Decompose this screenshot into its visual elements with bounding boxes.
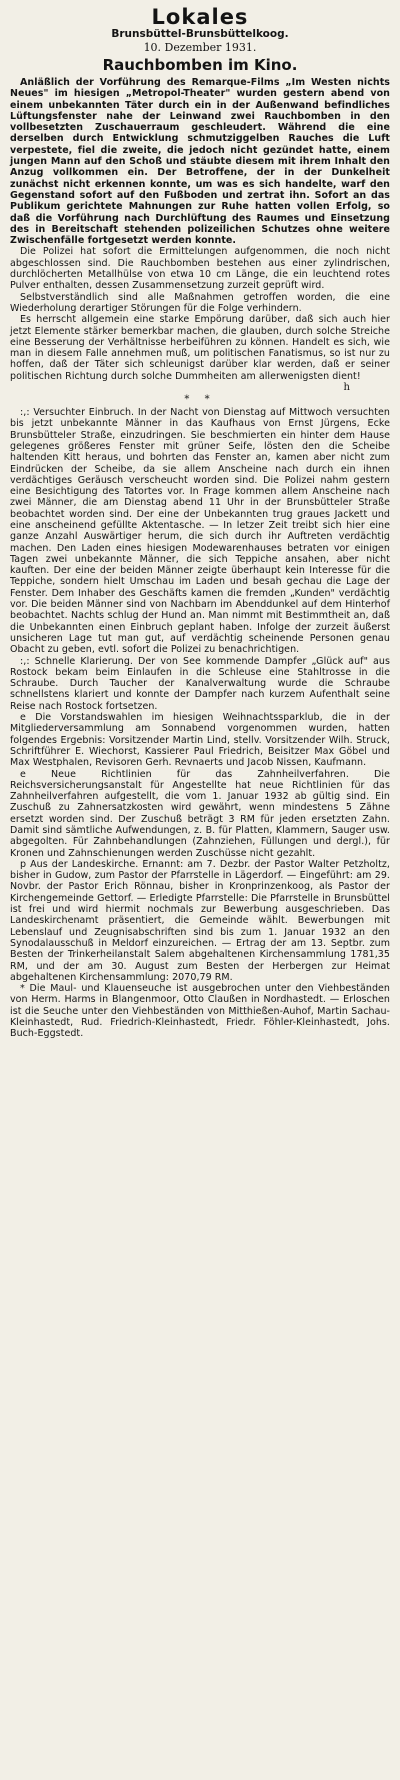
news-seuche: * Die Maul- und Klauenseuche ist ausgebrochen unter den Viehbeständen von Herm. Harms in Blangenmoor, Otto Claußen in Nordhastedt. — Erloschen ist die Seuche unter den Viehbeständen von Mitthießen-Auhof, Martin Sachau-Kleinhastedt, Rud. Friedrich-Kleinhastedt, Friedr. Föhler-Kleinhastedt, Johs. Buch-Eggstedt. bbox=[10, 983, 390, 1040]
section-title: Lokales bbox=[151, 5, 249, 29]
article-headline: Rauchbomben im Kino. bbox=[102, 56, 298, 74]
article-paragraph-1: Anläßlich der Vorführung des Remarque-Films „Im Westen nichts Neues" im hiesigen „Metropol-Theater" wurden gestern abend von einem unbekannten Täter durch ein in der Außenwand befindliches Lüftungsfenster nahe der Leinwand zwei Rauchbomben in den vollbesetzten Zuschauerraum geschleudert. Während die eine derselben durch Entwicklung schmutziggelben Rauches die Luft verpestete, fiel die zweite, die jedoch nicht gezündet hatte, einem jungen Mann auf den Schoß und stäubte diesem mit ihrem Inhalt den Anzug vollkommen ein. Der Betroffene, der in der Dunkelheit zunächst nicht erkennen konnte, um was es sich handelte, warf den Gegenstand sofort auf den Fußboden und zertrat ihn. Sofort an das Publikum gerichtete Mahnungen zur Ruhe hatten vollen Erfolg, so daß die Vorführung nach Durchlüftung des Raumes und Einsetzung des in Bereitschaft stehenden polizeilichen Schutzes ohne weitere Zwischenfälle fortgesetzt werden konnte. bbox=[10, 77, 390, 247]
issue-date: 10. Dezember 1931. bbox=[143, 41, 257, 54]
news-landeskirche: p Aus der Landeskirche. Ernannt: am 7. Dezbr. der Pastor Walter Petzholtz, bisher in Gudow, zum Pastor der Pfarrstelle in Lägerdorf. — Eingeführt: am 29. Novbr. der Pastor Erich Rönnau, bisher in Kronprinzenkoog, als Pastor der Kirchengemeinde Gettorf. — Erledigte Pfarrstelle: Die Pfarrstelle in Brunsbüttel ist frei und wird hiermit nochmals zur Bewerbung ausgeschrieben. Das Landeskirchenamt präsentiert, die Gemeinde wählt. Bewerbungen mit Lebenslauf und Zeugnisabschriften sind bis zum 1. Januar 1932 an den Synodalausschuß in Meldorf einzureichen. — Ertrag der am 13. Septbr. zum Besten der Trinkerheilanstalt Salem abgehaltenen Kirchensammlung 1781,35 RM, und der am 30. August zum Besten der Herbergen zur Heimat abgehaltenen Kirchensammlung: 2070,79 RM. bbox=[10, 858, 390, 983]
article-paragraph-2: Die Polizei hat sofort die Ermittelungen aufgenommen, die noch nicht abgeschlossen sind. Die Rauchbomben bestehen aus einer zylindrischen, durchlöcherten Metallhülse von etwa 10 cm Länge, die ein leuchtend rotes Pulver enthalten, dessen Zusammensetzung zurzeit geprüft wird. bbox=[10, 246, 390, 292]
section-subtitle: Brunsbüttel-Brunsbüttelkoog. bbox=[111, 28, 289, 40]
news-klarierung: :,: Schnelle Klarierung. Der von See kommende Dampfer „Glück auf" aus Rostock bekam beim Einlaufen in die Schleuse eine Stahltrosse in die Schraube. Durch Taucher der Kanalverwaltung wurde die Schraube schnellstens klariert und konnte der Dampfer nach kurzem Aufenthalt seine Reise nach Rostock fortsetzen. bbox=[10, 655, 390, 712]
news-zahnheilverfahren: e Neue Richtlinien für das Zahnheilverfahren. Die Reichsversicherungsanstalt für Angestellte hat neue Richtlinien für das Zahnheilverfahren aufgestellt, die vom 1. Januar 1932 ab gültig sind. Ein Zuschuß zu Zahnersatzkosten wird gewährt, wenn mindestens 5 Zähne ersetzt worden sind. Der Zuschuß beträgt 3 RM für jeden ersetzten Zahn. Damit sind sämtliche Aufwendungen, z. B. für Platten, Klammern, Sauger usw. abgegolten. Für Zahnbehandlungen (Zahnziehen, Füllungen und dergl.), für Kronen und Zahnschienungen werden Zuschüsse nicht gezahlt. bbox=[10, 768, 390, 859]
news-vorstandswahlen: e Die Vorstandswahlen im hiesigen Weihnachtssparklub, die in der Mitgliederversammlung am Sonnabend vorgenommen wurden, hatten folgendes Ergebnis: Vorsitzender Martin Lind, stellv. Vorsitzender Wilh. Struck, Schriftführer E. Wiechorst, Kassierer Paul Friedrich, Beisitzer Max Göbel und Max Westphalen, Revisoren Gerh. Revnaerts und Jacob Nissen, Kaufmann. bbox=[10, 712, 390, 769]
separator: * * bbox=[184, 394, 216, 406]
newspaper-page bbox=[10, 0, 390, 1040]
article-signature: h bbox=[343, 382, 350, 394]
news-einbruch: :,: Versuchter Einbruch. In der Nacht von Dienstag auf Mittwoch versuchten bis jetzt unbekannte Männer in das Kaufhaus von Ernst Jürgens, Ecke Brunsbütteler Straße, einzudringen. Sie beschmierten ein hinter dem Hause gelegenes größeres Fenster mit grüner Seife, lösten den die Scheibe haltenden Kitt heraus, und bohrten das Fenster an, kamen aber nicht zum Eindrücken der Scheibe, da sie allem Anscheine nach durch ein ihnen verdächtiges Geräusch verscheucht worden sind. Die Polizei nahm gestern eine Besichtigung des Tatortes vor. In Frage kommen allem Anscheine nach zwei Männer, die am Dienstag abend 11 Uhr in der Brunsbütteler Straße beobachtet worden sind. Der eine der Unbekannten trug graues Jackett und eine anscheinend gefüllte Aktentasche. — In letzer Zeit treibt sich hier eine ganze Anzahl Auswärtiger herum, die sich durch ihr Auftreten verdächtig machen. Den Laden eines hiesigen Modewarenhauses betraten vor einigen Tagen zwei unbekannte Männer, die sich Teppiche ansahen, aber nicht kauften. Der eine der beiden Männer zeigte überhaupt kein Interesse für die Teppiche, sondern hielt Umschau im Laden und besah gechau die Lage der Fenster. Dem Inhaber des Geschäfts kamen die fremden „Kunden" verdächtig vor. Die beiden Männer sind von Nachbarn im Abenddunkel auf dem Hinterhof beobachtet. Nachts schlug der Hund an. Man nimmt mit Bestimmtheit an, daß die Unbekannten einen Einbruch geplant haben. Infolge der zurzeit äußerst unsicheren Lage tut man gut, auf verdächtig scheinende Personen genau Obacht zu geben, evtl. sofort die Polizei zu benachrichtigen. bbox=[10, 407, 390, 656]
article-paragraph-3: Selbstverständlich sind alle Maßnahmen getroffen worden, die eine Wiederholung derartiger Störungen für die Folge verhindern. bbox=[10, 291, 390, 314]
article-paragraph-4: Es herrscht allgemein eine starke Empörung darüber, daß sich auch hier jetzt Elemente stärker bemerkbar machen, die glauben, durch solche Streiche eine Besserung der Verhältnisse herbeiführen zu können. Handelt es sich, wie man in diesem Falle annehmen muß, um politischen Fanatismus, so ist nur zu hoffen, daß der Täter sich schleunigst darüber klar werden, daß er seiner politischen Richtung durch solche Dummheiten am allerwenigsten dient! bbox=[10, 314, 390, 382]
